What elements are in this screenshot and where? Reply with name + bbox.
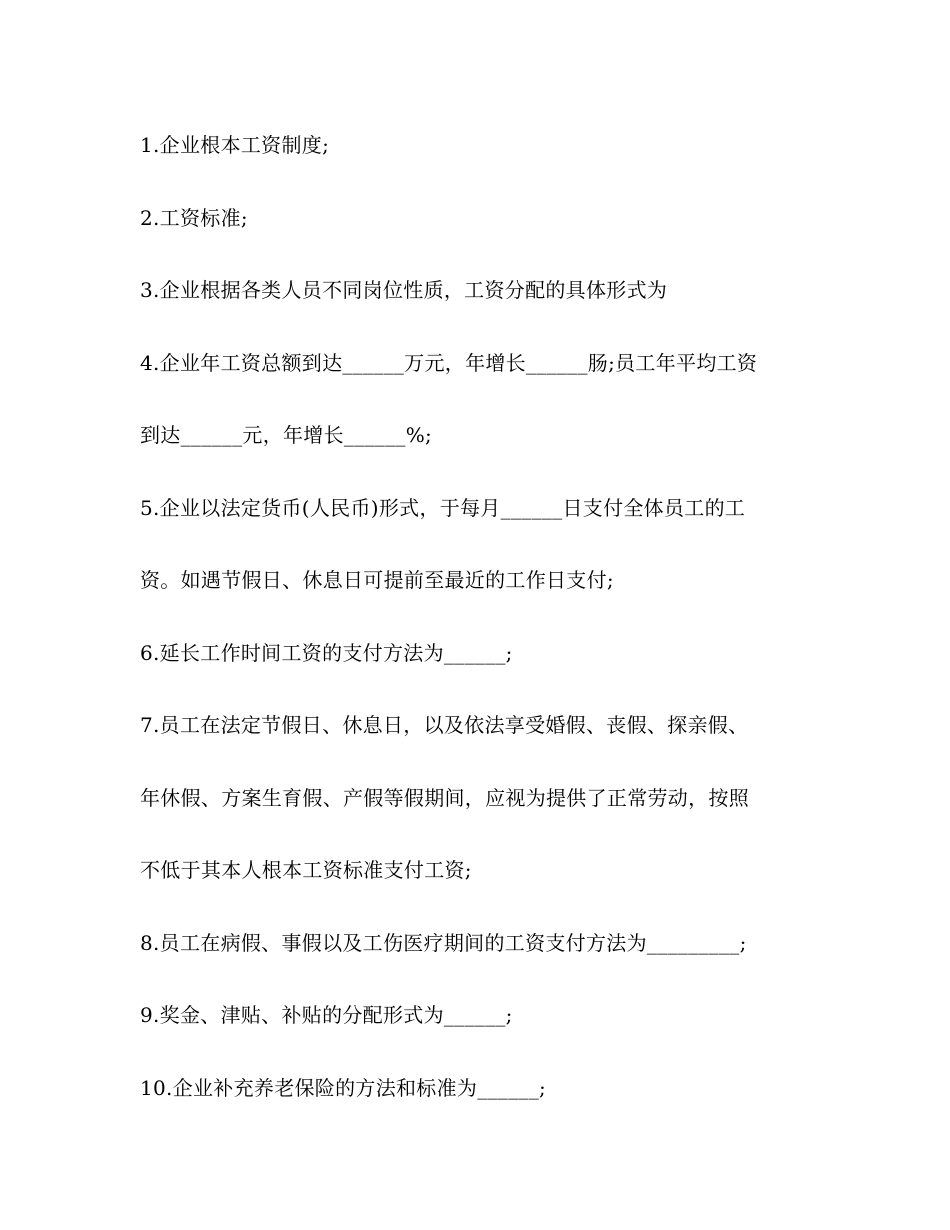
clause-7-line-3: 不低于其本人根本工资标准支付工资; bbox=[140, 858, 472, 882]
clause-2: 2.工资标准; bbox=[140, 205, 248, 230]
clause-7-line-2: 年休假、方案生育假、产假等假期间，应视为提供了正常劳动，按照 bbox=[140, 785, 749, 810]
clause-10: 10.企业补充养老保险的方法和标准为______; bbox=[140, 1075, 547, 1100]
clause-1: 1.企业根本工资制度; bbox=[140, 133, 330, 157]
document-body bbox=[140, 125, 810, 1140]
clause-9: 9.奖金、津贴、补贴的分配形式为______; bbox=[140, 1003, 513, 1027]
clause-3: 3.企业根据各类人员不同岗位性质，工资分配的具体形式为 bbox=[140, 278, 668, 302]
clause-5-line-1: 5.企业以法定货币(人民币)形式，于每月______日支付全体员工的工 bbox=[140, 495, 746, 520]
clause-7-line-1: 7.员工在法定节假日、休息日，以及依法享受婚假、丧假、探亲假、 bbox=[140, 713, 749, 737]
clause-6: 6.延长工作时间工资的支付方法为______; bbox=[140, 640, 513, 665]
clause-5-line-2: 资。如遇节假日、休息日可提前至最近的工作日支付; bbox=[140, 568, 614, 592]
clause-4-line-2: 到达______元，年增长______%; bbox=[140, 423, 433, 447]
clause-4-line-1: 4.企业年工资总额到达______万元，年增长______肠;员工年平均工资 bbox=[140, 350, 758, 375]
clause-8: 8.员工在病假、事假以及工伤医疗期间的工资支付方法为_________; bbox=[140, 930, 747, 955]
